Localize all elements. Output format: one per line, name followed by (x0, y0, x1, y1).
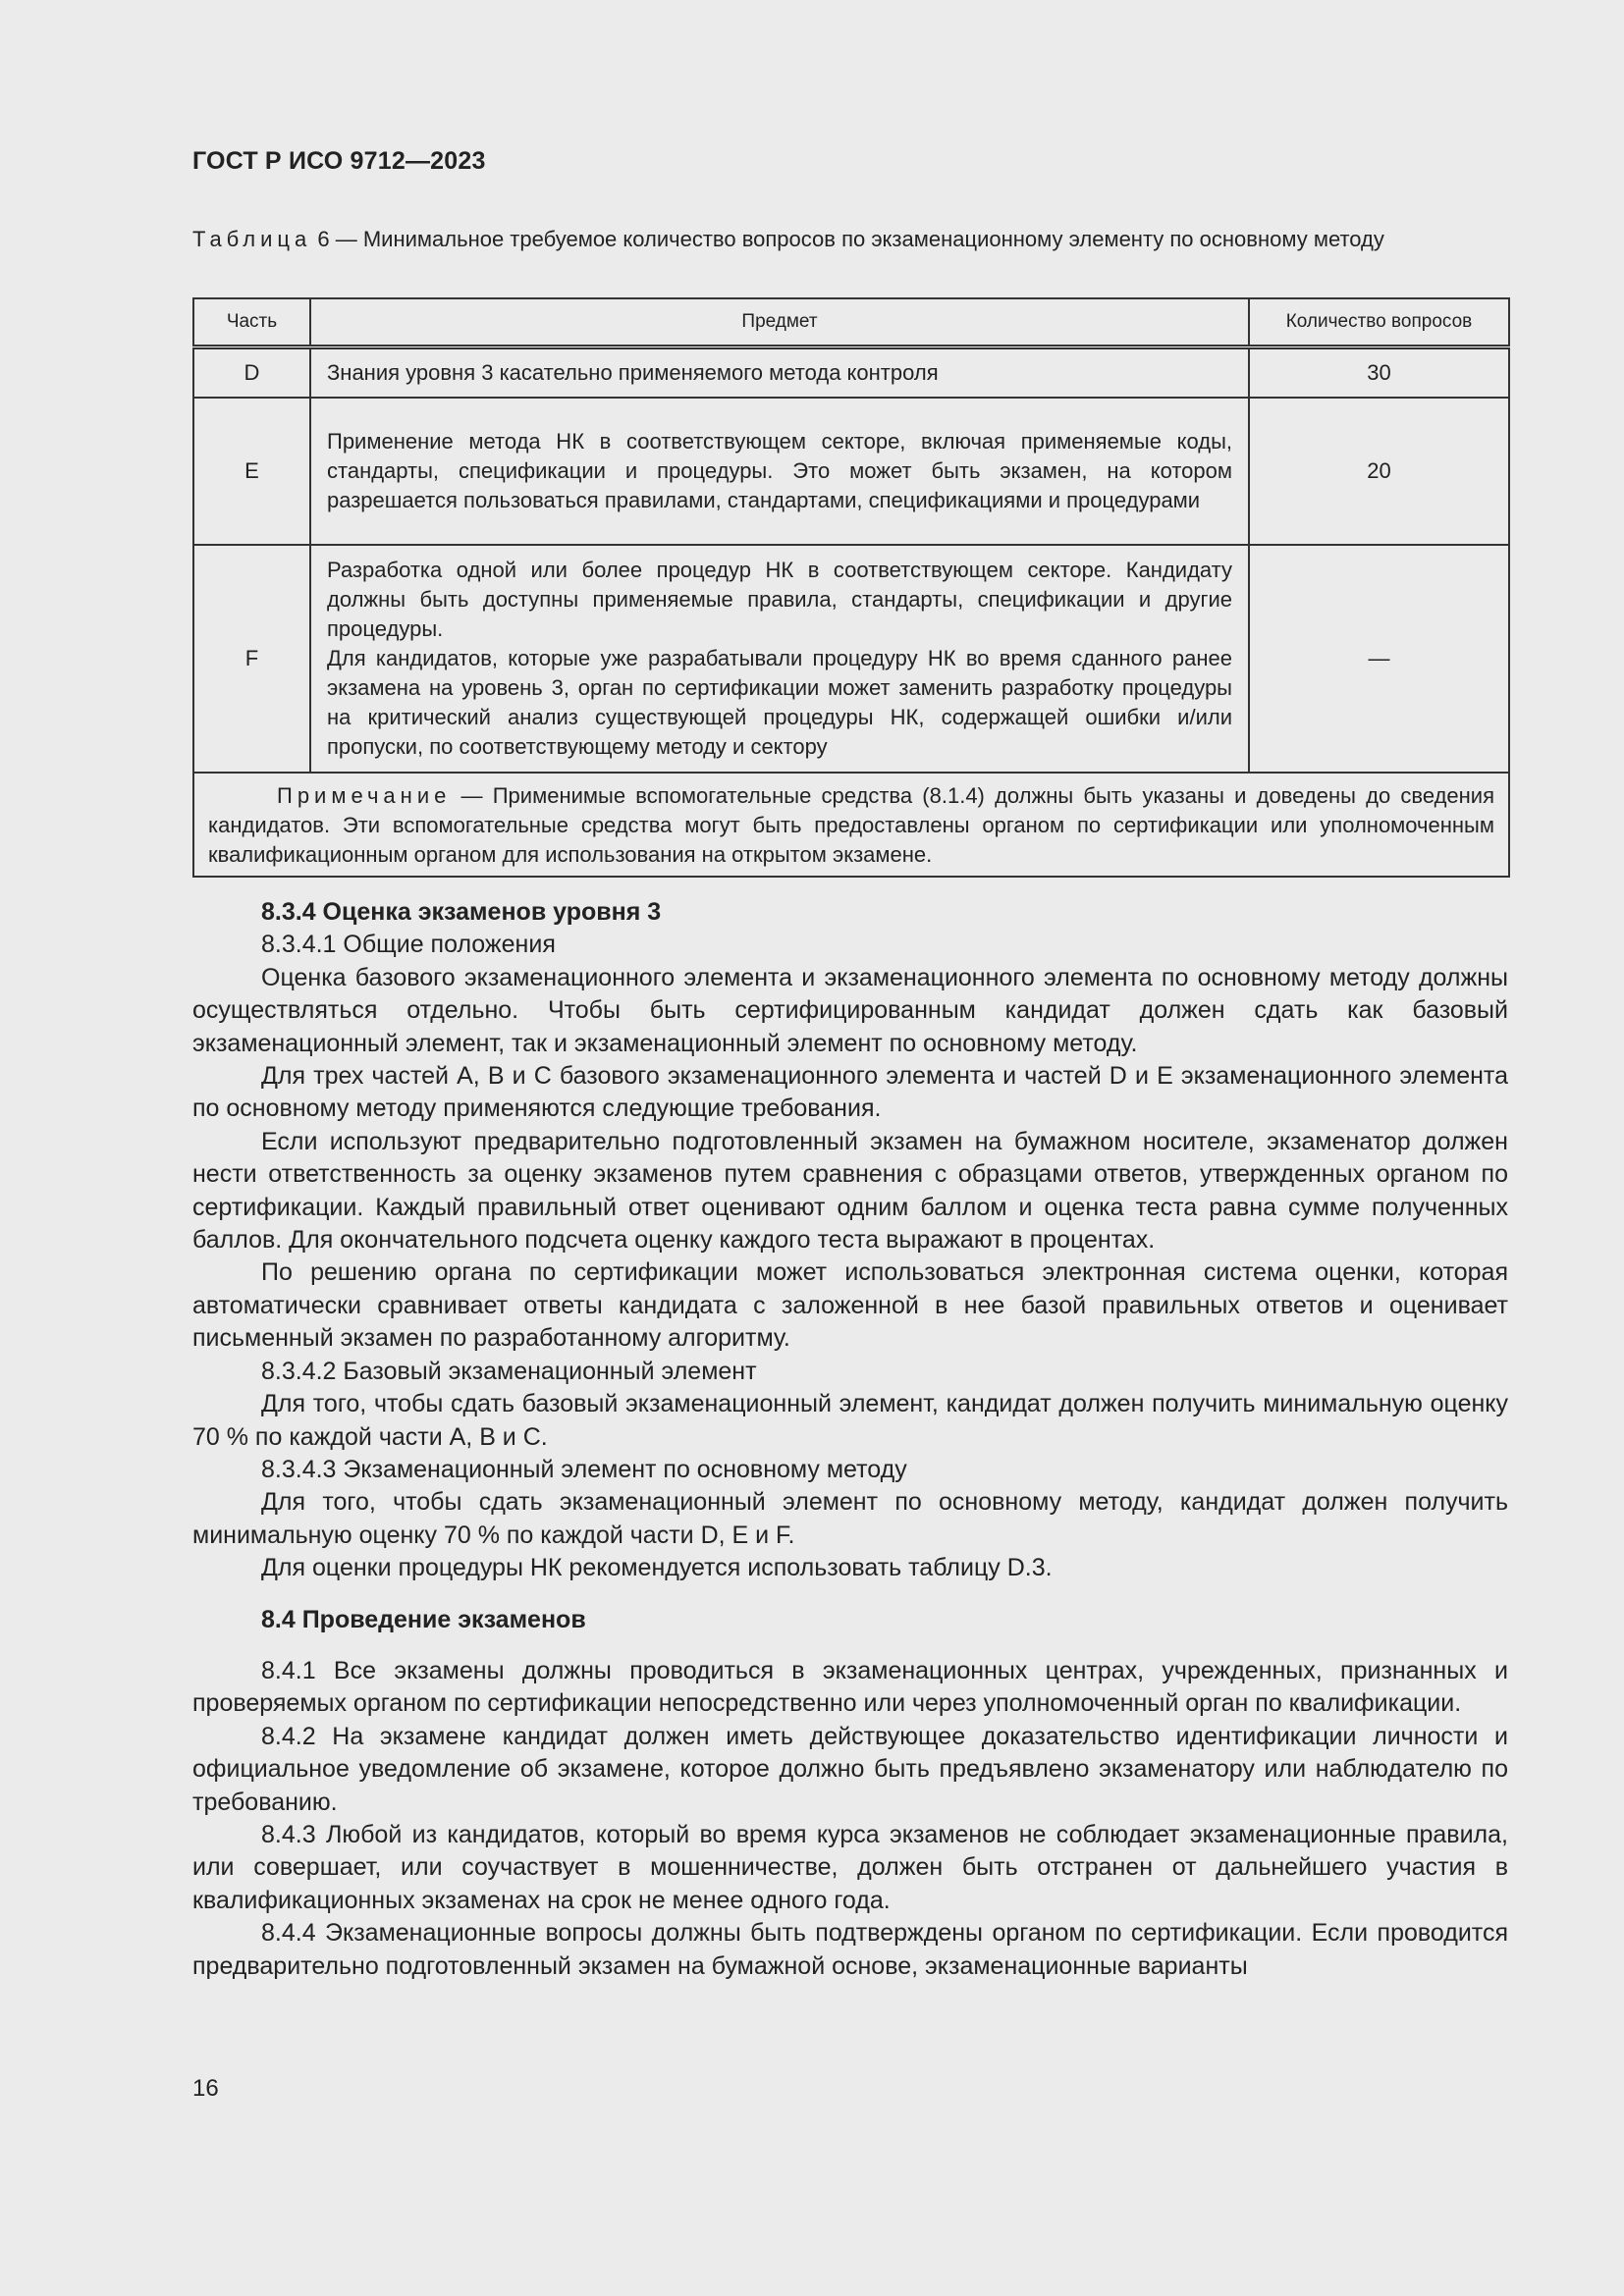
paragraph: Для того, чтобы сдать базовый экзаменационный элемент, кандидат должен получить минимальную оценку 70 % по каждой части А, В и С. (192, 1390, 1508, 1451)
paragraph: По решению органа по сертификации может использоваться электронная система оценки, которая автоматически сравнивает ответы кандидата с заложенной в нее базой правильных ответов и оценивает письменный экзамен по разработанному алгоритму. (192, 1258, 1508, 1353)
table-note (193, 773, 1509, 877)
row-count-cell: — (1249, 545, 1509, 773)
section-heading-8-4: 8.4 Проведение экзаменов (261, 1605, 586, 1633)
paragraph: Для оценки процедуры НК рекомендуется использовать таблицу D.3. (261, 1554, 1053, 1582)
questions-table (192, 297, 1510, 878)
subsection-title-8-3-4-3: 8.3.4.3 Экзаменационный элемент по основному методу (261, 1455, 907, 1483)
subsection-title-8-3-4-2: 8.3.4.2 Базовый экзаменационный элемент (261, 1357, 757, 1385)
row-part-cell: F (193, 545, 310, 773)
table-note-row (193, 773, 1509, 877)
table-caption-label: Таблица (192, 227, 312, 251)
row-count-cell: 20 (1249, 398, 1509, 545)
paragraph: 8.4.2 На экзамене кандидат должен иметь действующее доказательство идентификации личности и официальное уведомление об экзамене, которое должно быть предъявлено экзаменатору или наблюдателю по требованию. (192, 1722, 1508, 1816)
row-subject-paragraph: Для кандидатов, которые уже разрабатывали процедуру НК во время сданного ранее экзамена на уровень 3, орган по сертификации может заменить разработку процедуры на критический анализ существующей процедуры НК, содержащей ошибки и/или пропуски, по соответствующему методу и сектору (327, 646, 1232, 759)
note-label: Примечание (277, 783, 452, 808)
paragraph: 8.4.4 Экзаменационные вопросы должны быть подтверждены органом по сертификации. Если проводится предварительно подготовленный экзамен на бумажной основе, экзаменационные варианты (192, 1919, 1508, 1980)
column-header-subject: Предмет (310, 298, 1249, 347)
row-subject-cell: Знания уровня 3 касательно применяемого метода контроля (310, 347, 1249, 399)
paragraph: Оценка базового экзаменационного элемента и экзаменационного элемента по основному методу должны осуществляться отдельно. Чтобы быть сертифицированным кандидат должен сдать как базовый экзаменационный элемент, так и экзаменационный элемент по основному методу. (192, 963, 1508, 1057)
paragraph: Для того, чтобы сдать экзаменационный элемент по основному методу, кандидат должен получить минимальную оценку 70 % по каждой части D, E и F. (192, 1488, 1508, 1549)
paragraph: Если используют предварительно подготовленный экзамен на бумажном носителе, экзаменатор должен нести ответственность за оценку экзаменов путем сравнения с образцами ответов, утвержденных органом по сертификации. Каждый правильный ответ оценивают одним баллом и оценка теста равна сумме полученных баллов. Для окончательного подсчета оценку каждого теста выражают в процентах. (192, 1127, 1508, 1255)
note-text: — Применимые вспомогательные средства (8.1.4) должны быть указаны и доведены до сведения кандидатов. Эти вспомогательные средства могут быть предоставлены органом по сертификации или уполномоченным квалификационным органом для использования на открытом экзамене. (208, 783, 1494, 867)
table-row (193, 545, 1509, 773)
row-subject-paragraph: Разработка одной или более процедур НК в соответствующем секторе. Кандидату должны быть доступны применяемые правила, стандарты, спецификации и другие процедуры. (327, 558, 1232, 641)
document-body (192, 896, 1508, 1983)
row-part-cell: E (193, 398, 310, 545)
section-heading-8-3-4: 8.3.4 Оценка экзаменов уровня 3 (261, 898, 662, 926)
column-header-part: Часть (193, 298, 310, 347)
paragraph: 8.4.3 Любой из кандидатов, который во время курса экзаменов не соблюдает экзаменационные правила, или совершает, или соучаствует в мошенничестве, должен быть отстранен от дальнейшего участия в квалификационных экзаменах на срок не менее одного года. (192, 1820, 1508, 1914)
row-subject-cell (310, 545, 1249, 773)
table-row (193, 398, 1509, 545)
table-caption (192, 226, 1508, 253)
page-number: 16 (192, 2075, 219, 2102)
column-header-count: Количество вопросов (1249, 298, 1509, 347)
row-subject-cell: Применение метода НК в соответствующем секторе, включая применяемые коды, стандарты, спецификации и процедуры. Это может быть экзамен, на котором разрешается пользоваться правилами, стандартами, спецификациями и процедурами (310, 398, 1249, 545)
table-row (193, 347, 1509, 399)
document-header: ГОСТ Р ИСО 9712—2023 (192, 147, 486, 175)
paragraph: Для трех частей А, В и С базового экзаменационного элемента и частей D и Е экзаменационного элемента по основному методу применяются следующие требования. (192, 1062, 1508, 1123)
paragraph: 8.4.1 Все экзамены должны проводиться в экзаменационных центрах, учрежденных, признанных и проверяемых органом по сертификации непосредственно или через уполномоченный орган по квалификации. (192, 1656, 1508, 1718)
row-count-cell: 30 (1249, 347, 1509, 399)
table-caption-text: 6 — Минимальное требуемое количество вопросов по экзаменационному элементу по основному методу (317, 227, 1384, 251)
table-header-row (193, 298, 1509, 347)
row-part-cell: D (193, 347, 310, 399)
subsection-title-8-3-4-1: 8.3.4.1 Общие положения (261, 931, 556, 959)
